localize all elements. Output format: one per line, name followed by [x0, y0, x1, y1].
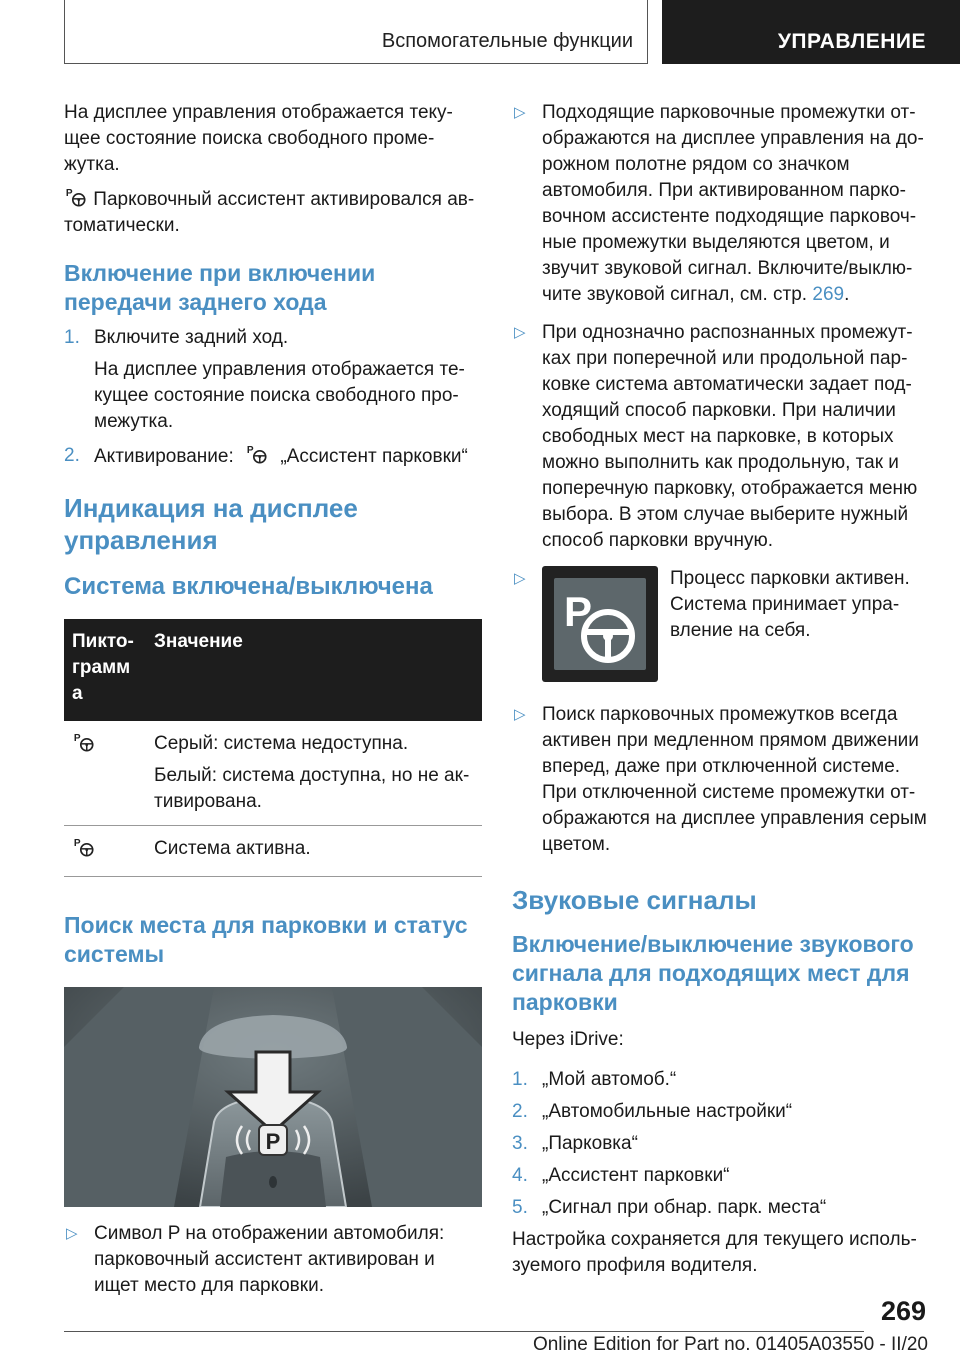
bullet-marker: ▷: [514, 570, 526, 587]
park-assist-icon: [64, 186, 88, 208]
page-header: [64, 0, 960, 66]
intro-paragraph: На дисплее управления отображается текущее состояние поиска свободного промежутка.: [64, 102, 453, 175]
heading-onoff: Система включена/выключена: [64, 573, 433, 600]
svg-text:P: P: [564, 588, 593, 635]
menu-path: „Мой автомоб.“: [542, 1069, 677, 1090]
meaning-grey: Серый: система недоступна.: [154, 733, 409, 754]
menu-path: „Ассистент парковки“: [542, 1165, 730, 1186]
list-item: [64, 1221, 482, 1299]
bullet-text: Процесс парковки активен. Система принимает управление на себя.: [670, 568, 910, 641]
heading-reverse: Включение при включении передачи заднего хода: [64, 260, 376, 315]
cell-meaning: Система активна.: [146, 826, 482, 877]
footer-divider: [64, 1331, 864, 1332]
heading-search: Поиск места для парковки и статус системы: [64, 912, 468, 967]
table-header: [64, 619, 482, 721]
menu-path: „Парковка“: [542, 1133, 638, 1154]
col-meaning: Значение: [146, 619, 482, 721]
chapter-title: УПРАВЛЕНИЕ: [662, 0, 960, 64]
step-number: 4.: [512, 1165, 528, 1186]
cell-icon: [64, 826, 146, 877]
step-subtext: На дисплее управления отображается текущее состояние поиска свободного промежутка.: [94, 359, 465, 432]
list-item: [512, 1067, 928, 1093]
cell-icon: [64, 721, 146, 826]
outro-paragraph: Настройка сохраняется для текущего используемого профиля водителя.: [512, 1229, 917, 1276]
meaning-white: Белый: система доступна, но не активирована.: [154, 765, 470, 812]
list-item: [64, 443, 482, 470]
bullet-text: Подходящие парковочные промежутки отображаются на дисплее управления на дорожном полотне рядом со значком автомобиля. При активированном парковочном ассистенте подходящие парковочные промежутки выделяются цветом, и звучит звуковой сигнал. Включите/выключите звуковой сигнал, см. стр.: [542, 102, 924, 305]
menu-path: „Сигнал при обнар. парк. места“: [542, 1197, 827, 1218]
list-item: [512, 566, 928, 690]
table-row: [64, 721, 482, 826]
bullet-marker: ▷: [514, 104, 526, 121]
bullet-marker: ▷: [514, 706, 526, 723]
step-number: 2.: [512, 1101, 528, 1122]
bullet-text: При однозначно распознанных промежутках при поперечной или продольной парковке система автоматически задает подходящий способ парковки. При наличии свободных мест на парковке, в которых можно выполнить как продольную, так и поперечную парковку, отображается меню выбора. В этом случае выберите нужный способ парковки вручную.: [542, 322, 918, 551]
svg-text:P: P: [265, 1129, 281, 1154]
step-number: 2.: [64, 445, 80, 466]
table-row: [64, 826, 482, 877]
list-item: [512, 1195, 928, 1221]
left-column: [64, 100, 482, 1299]
step-text: Включите задний ход.: [94, 327, 289, 348]
list-item: ▷ Подходящие парковочные промежутки отображаются на дисплее управления на дорожном полотне рядом со значком автомобиля. При активированном парковочном ассистенте подходящие парковочные промежутки выделяются цветом, и звучит звуковой сигнал. Включите/выключите звуковой сигнал, см. стр. 269.: [514, 102, 924, 305]
pictogram-table: [64, 619, 482, 877]
auto-note-text: Парковочный ассистент активировался автоматически.: [64, 189, 475, 236]
via-idrive: Через iDrive:: [512, 1029, 624, 1050]
auto-note: [64, 186, 482, 239]
list-item: [512, 702, 928, 858]
step-number: 1.: [64, 327, 80, 348]
page-link[interactable]: 269: [812, 284, 845, 305]
park-assist-icon: [72, 836, 96, 858]
step-number: 1.: [512, 1069, 528, 1090]
edition-text: Online Edition for Part no. 01405A03550 - II/20: [532, 1334, 928, 1355]
parking-active-icon: [542, 566, 658, 682]
bullet-text: Символ P на отображении автомобиля: парковочный ассистент активирован и ищет место для парковки.: [94, 1223, 445, 1296]
park-assist-icon: [72, 731, 96, 753]
search-bullets: [64, 1221, 482, 1299]
heading-sound: Звуковые сигналы: [512, 885, 757, 915]
section-frame: [64, 0, 648, 64]
menu-path: „Автомобильные настройки“: [542, 1101, 793, 1122]
list-item: [512, 1131, 928, 1157]
step-text: Активирование:: [94, 446, 234, 467]
idrive-steps: [512, 1067, 928, 1221]
page-number: 269: [880, 1296, 926, 1326]
step-number: 5.: [512, 1197, 528, 1218]
list-item: [512, 1163, 928, 1189]
menu-path: „Ассистент парковки“: [280, 446, 468, 467]
col-pictogram: Пиктограмм а: [64, 619, 146, 721]
bullet-text: Поиск парковочных промежутков всегда активен при медленном прямом движении вперед, даже при отключенной системе. При отключенной системе промежутки отображаются на дисплее управления серым цветом.: [542, 704, 927, 855]
list-item: [512, 1099, 928, 1125]
cell-meaning: [146, 721, 482, 826]
parking-car-display-image: [64, 987, 482, 1207]
bullet-marker: ▷: [514, 324, 526, 341]
heading-display: Индикация на дисплее управления: [64, 493, 358, 555]
heading-sound-sub: Включение/выключение звукового сигнала для подходящих мест для парковки: [512, 931, 914, 1015]
section-title: Вспомогательные функции: [381, 30, 633, 52]
edition-note: [0, 1334, 960, 1356]
feature-bullets: [512, 100, 928, 858]
right-column: [512, 100, 928, 1279]
reverse-steps: [64, 325, 482, 470]
park-assist-icon: [245, 443, 269, 465]
list-item: [512, 320, 928, 554]
list-item: [64, 325, 482, 435]
step-number: 3.: [512, 1133, 528, 1154]
bullet-marker: ▷: [66, 1225, 78, 1242]
